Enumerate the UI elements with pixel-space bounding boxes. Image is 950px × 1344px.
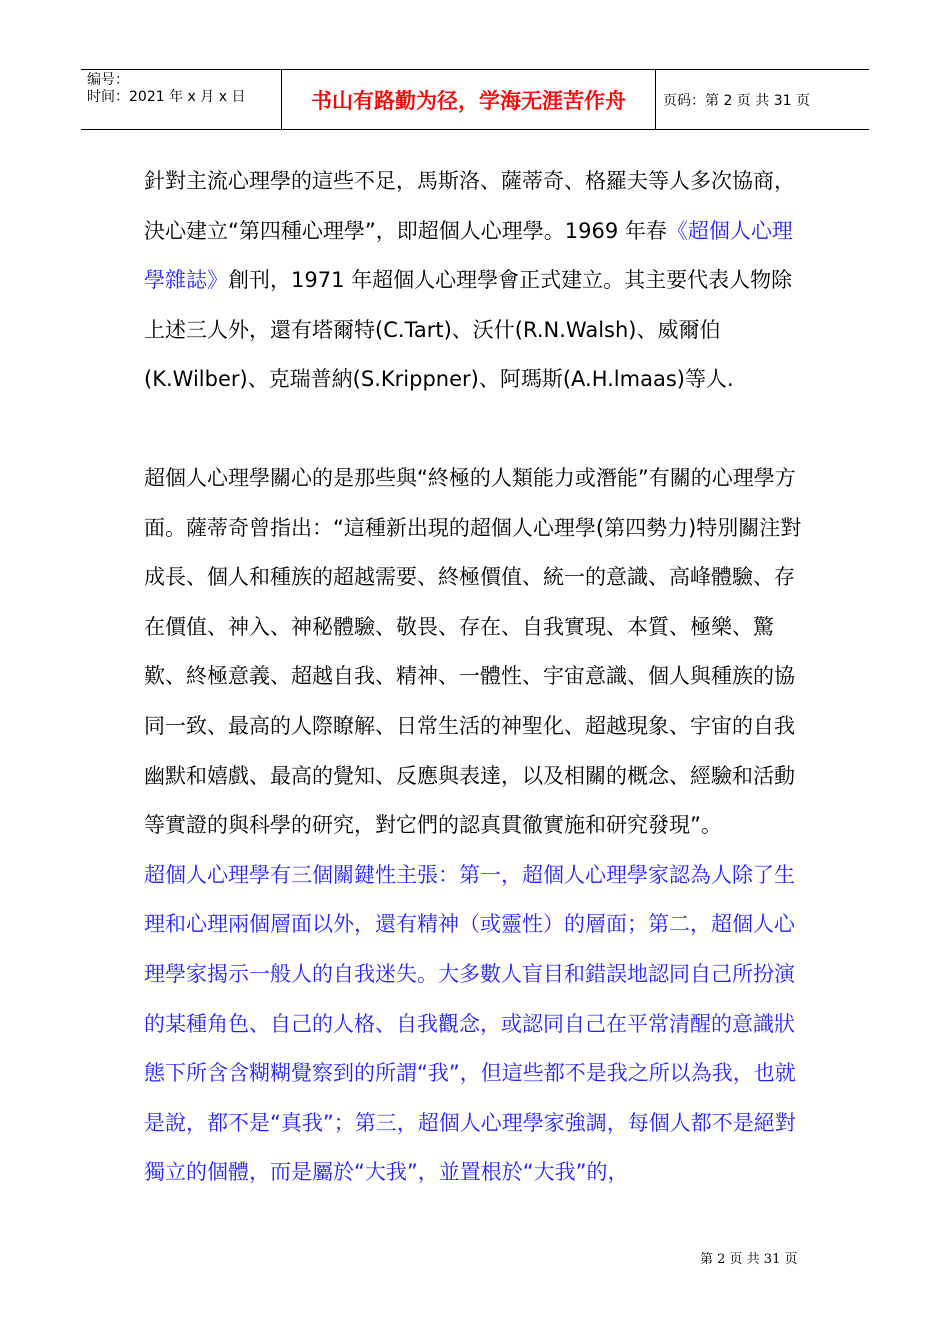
paragraph-spacer [144,405,809,454]
document-number-label: 编号： [87,72,129,88]
journal-title-link: 《超個人心理學雜誌》 [144,218,793,293]
paragraph-founding [144,157,809,405]
paragraph-segment: 針對主流心理學的這些不足，馬斯洛、薩蒂奇、格羅夫等人多次協商，決心建立“第四種心理學”，即超個人心理學。1969 年春 [144,169,795,243]
page-footer: 第 2 页 共 31 页 [700,1252,798,1267]
paragraph-segment: 創刊，1971 年超個人心理學會正式建立。其主要代表人物除上述三人外，還有塔爾特(C.Tart)、沃什(R.N.Walsh)、威爾伯(K.Wilber)、克瑞普納(S.Krippner)、阿瑪斯(A.H.lmaas)等人. [144,268,793,392]
header-info [87,72,283,106]
document-time-label: 时间：2021 年 x 月 x 日 [87,89,246,105]
paragraph-key-claims [144,851,809,1198]
paragraph-segment: 超個人心理學有三個關鍵性主張：第一，超個人心理學家認為人除了生理和心理兩個層面以外，還有精神（或靈性）的層面；第二，超個人心理學家揭示一般人的自我迷失。大多數人盲目和錯誤地認同自己所扮演的某種角色、自己的人格、自我觀念，或認同自己在平常清醒的意識狀態下所含含糊糊覺察到的所謂“我”，但這些都不是我之所以為我，也就是說，都不是“真我”；第三，超個人心理學家強調，每個人都不是絕對獨立的個體，而是屬於“大我”，並置根於“大我”的， [144,862,796,1185]
header-motto: 书山有路勤为径，学海无涯苦作舟 [281,70,656,129]
page-header [81,69,869,130]
document-body [144,157,809,1198]
paragraph-segment: 超個人心理學關心的是那些與“終極的人類能力或潛能”有關的心理學方面。薩蒂奇曾指出：“這種新出現的超個人心理學(第四勢力)特別關注對成長、個人和種族的超越需要、終極價值、統一的意識、高峰體驗、存在價值、神入、神秘體驗、敬畏、存在、自我實現、本質、極樂、驚歎、終極意義、超越自我、精神、一體性、宇宙意識、個人與種族的協同一致、最高的人際瞭解、日常生活的神聖化、超越現象、宇宙的自我幽默和嬉戲、最高的覺知、反應與表達，以及相關的概念、經驗和活動等實證的與科學的研究，對它們的認真貫徹實施和研究發現”。 [144,465,802,838]
paragraph-concerns [144,454,809,851]
header-page-number: 页码：第 2 页 共 31 页 [663,92,810,109]
